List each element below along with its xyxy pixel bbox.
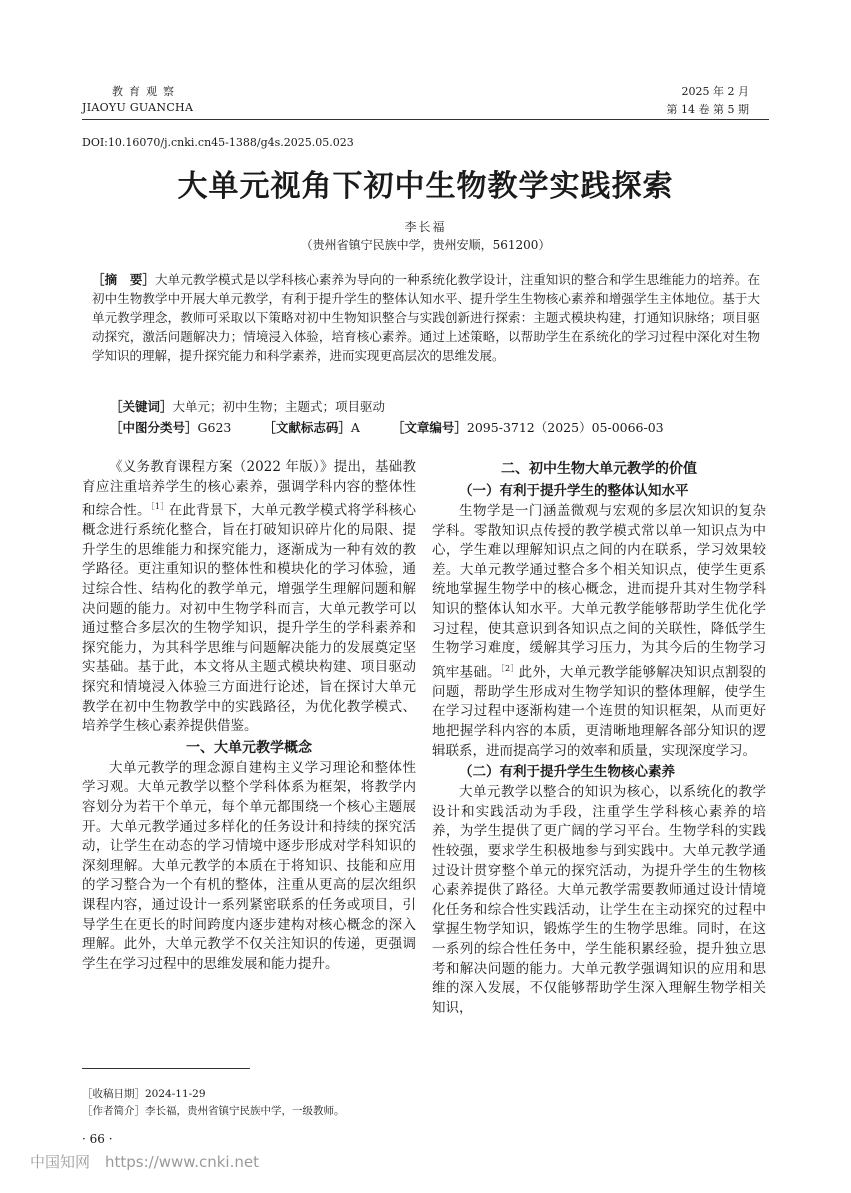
classification-line <box>110 418 760 436</box>
author-affiliation: （贵州省镇宁民族中学，贵州安顺，561200） <box>300 238 551 252</box>
footnote-divider <box>82 1068 250 1069</box>
citation-1: ［1］ <box>150 502 169 512</box>
doc-code-value: A <box>350 420 360 435</box>
author-bio: ［作者简介］李长福，贵州省镇宁民族中学，一级教师。 <box>82 1105 345 1117</box>
citation-2: ［2］ <box>500 663 519 673</box>
abstract-label: ［摘 要］ <box>92 272 156 287</box>
issue-date: 2025 年 2 月 <box>681 85 749 98</box>
clc-value: G623 <box>197 420 232 435</box>
right-column <box>432 458 766 1018</box>
cnki-watermark: 中国知网 https://www.cnki.net <box>30 1153 259 1171</box>
subsection-1-paragraph: 生物学是一门涵盖微观与宏观的多层次知识的复杂学科。零散知识点传授的教学模式常以单一知识点为中心，学生难以理解知识点之间的内在联系，学习效果较差。大单元教学通过整合多个相关知识点，使学生更系统地掌握生物学中的核心概念，进而提升其对生物学科知识的整体认知水平。大单元教学能够帮助学生优化学习过程，使其意识到各知识点之间的关联性，降低学生生物学习难度，缓解其学习压力，为其今后的生物学习筑牢基础。$^{[2]}$此外，大单元教学能够解决知识点割裂的问题，帮助学生形成对生物学知识的整体理解，使学生在学习过程中逐渐构建一个连贯的知识框架，从而更好地把握学科内容的本质，更清晰地理解各部分知识的逻辑联系，进而提高学习的效率和质量，实现深度学习。 <box>432 503 766 759</box>
clc-label: ［中图分类号］ <box>110 420 198 435</box>
keywords-text: 大单元；初中生物；主题式；项目驱动 <box>172 399 386 414</box>
section-2-heading: 二、初中生物大单元教学的价值 <box>501 461 697 477</box>
article-id-value: 2095-3712（2025）05-0066-03 <box>466 420 664 435</box>
abstract-text: 大单元教学模式是以学科核心素养为导向的一种系统化教学设计，注重知识的整合和学生思维能力的培养。在初中生物教学中开展大单元教学，有利于提升学生的整体认知水平、提升学生生物核心素养和增强学生主体地位。基于大单元教学理念，教师可采取以下策略对初中生物知识整合与实践创新进行探索：主题式模块构建，打通知识脉络；项目驱动探究，激活问题解决力；情境浸入体验，培育核心素养。通过上述策略，以帮助学生在系统化的学习过程中深化对生物学知识的理解，提升探究能力和科学素养，进而实现更高层次的思维发展。 <box>92 272 760 363</box>
article-title: 大单元视角下初中生物教学实践探索 <box>177 169 674 204</box>
article-id-label: ［文章编号］ <box>391 420 467 435</box>
left-column <box>82 458 416 974</box>
abstract <box>92 270 760 365</box>
intro-paragraph: 《义务教育课程方案（2022 年版）》提出，基础教育应注重培养学生的核心素养，强调学科内容的整体性和综合性。$^{[1]}$在此背景下，大单元教学模式将学科核心概念进行系统化整合，旨在打破知识碎片化的局限、提升学生的思维能力和探究能力，逐渐成为一种有效的教学路径。更注重知识的整体性和模块化的学习体验，通过综合性、结构化的教学单元，增强学生理解问题和解决问题的能力。对初中生物学科而言，大单元教学可以通过整合多层次的生物学知识，提升学生的学科素养和探究能力，为其科学思维与问题解决能力的发展奠定坚实基础。基于此，本文将从主题式模块构建、项目驱动探究和情境浸入体验三方面进行论述，旨在探讨大单元教学在初中生物教学中的实践路径，为优化教学模式、培养学生核心素养提供借鉴。 <box>82 459 416 735</box>
doc-code-label: ［文献标志码］ <box>263 420 351 435</box>
keywords-label: ［关键词］ <box>110 399 173 414</box>
issue-volume: 第 14 卷 第 5 期 <box>666 103 749 116</box>
header-divider <box>82 119 769 120</box>
section-1-heading: 一、大单元教学概念 <box>186 739 312 756</box>
page-number: · 66 · <box>82 1132 113 1146</box>
section-1-paragraph: 大单元教学的理念源自建构主义学习理论和整体性学习观。大单元教学以整个学科体系为框架，将教学内容划分为若干个单元，每个单元都围绕一个核心主题展开。大单元教学通过多样化的任务设计和持续的探究活动，让学生在动态的学习情境中逐步形成对学科知识的深刻理解。大单元教学的本质在于将知识、技能和应用的学习整合为一个有机的整体，注重从更高的层次组织课程内容，通过设计一系列紧密联系的任务或项目，引导学生在更长的时间跨度内逐步建构对核心概念的深入理解。此外，大单元教学不仅关注知识的传递，更强调学生在学习过程中的思维发展和能力提升。 <box>82 759 416 972</box>
journal-name-en: JIAOYU GUANCHA <box>82 101 194 114</box>
journal-name-cn: 教育观察 <box>112 85 180 98</box>
received-date: ［收稿日期］2024-11-29 <box>82 1088 206 1100</box>
doi: DOI:10.16070/j.cnki.cn45-1388/g4s.2025.05.023 <box>82 136 354 149</box>
subsection-1-heading: （一）有利于提升学生的整体认知水平 <box>459 483 689 499</box>
keywords <box>110 397 385 415</box>
author-name: 李长福 <box>404 220 447 234</box>
subsection-2-paragraph: 大单元教学以整合的知识为核心，以系统化的教学设计和实践活动为手段，注重学生学科核心素养的培养，为学生提供了更广阔的学习平台。生物学科的实践性较强，要求学生积极地参与到实践中。大单元教学通过设计贯穿整个单元的探究活动，为提升学生的生物核心素养提供了路径。大单元教学需要教师通过设计情境化任务和综合性实践活动，让学生在主动探究的过程中掌握生物学知识，锻炼学生的生物学思维。同时，在这一系列的综合性任务中，学生能积累经验，提升独立思考和解决问题的能力。大单元教学强调知识的应用和思维的深入发展，不仅能够帮助学生深入理解生物学相关知识， <box>432 784 766 1016</box>
subsection-2-heading: （二）有利于提升学生生物核心素养 <box>459 764 675 781</box>
